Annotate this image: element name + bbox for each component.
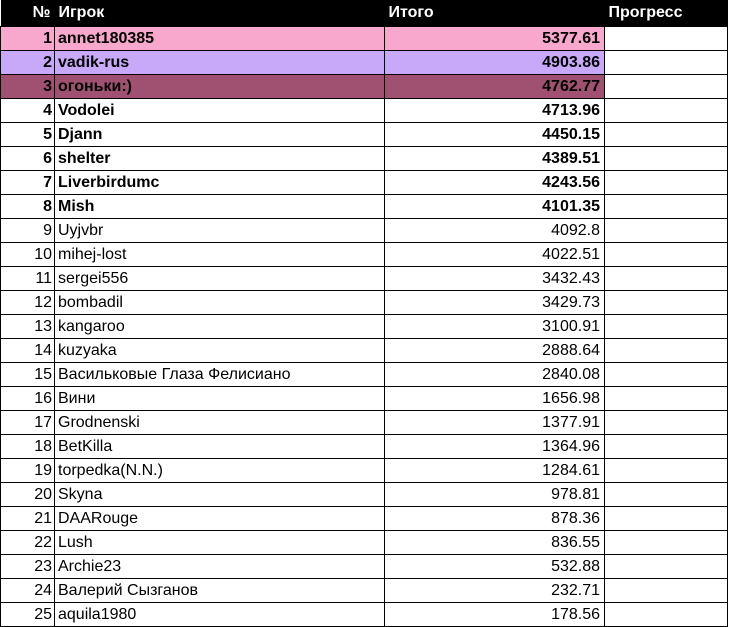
- rank-cell: 19: [1, 459, 55, 483]
- rank-cell: 17: [1, 411, 55, 435]
- total-cell: 4713.96: [385, 99, 605, 123]
- rank-cell: 18: [1, 435, 55, 459]
- player-cell: annet180385: [55, 27, 385, 51]
- table-row: [1, 75, 728, 99]
- table-row: [1, 171, 728, 195]
- progress-cell: [605, 195, 728, 219]
- rank-cell: 5: [1, 123, 55, 147]
- player-cell: Vodolei: [55, 99, 385, 123]
- player-cell: Archie23: [55, 555, 385, 579]
- player-cell: Васильковые Глаза Фелисиано: [55, 363, 385, 387]
- rank-cell: 11: [1, 267, 55, 291]
- table-row: [1, 315, 728, 339]
- table-row: [1, 483, 728, 507]
- total-cell: 232.71: [385, 579, 605, 603]
- progress-cell: [605, 483, 728, 507]
- progress-cell: [605, 531, 728, 555]
- total-cell: 2840.08: [385, 363, 605, 387]
- rank-cell: 1: [1, 27, 55, 51]
- table-row: [1, 435, 728, 459]
- total-cell: 3432.43: [385, 267, 605, 291]
- total-cell: 4101.35: [385, 195, 605, 219]
- player-cell: DAARouge: [55, 507, 385, 531]
- player-cell: shelter: [55, 147, 385, 171]
- player-cell: kuzyaka: [55, 339, 385, 363]
- rank-cell: 24: [1, 579, 55, 603]
- player-cell: vadik-rus: [55, 51, 385, 75]
- progress-cell: [605, 171, 728, 195]
- table-body: [1, 27, 728, 627]
- progress-cell: [605, 219, 728, 243]
- player-cell: sergei556: [55, 267, 385, 291]
- rank-cell: 16: [1, 387, 55, 411]
- progress-cell: [605, 555, 728, 579]
- player-cell: Djann: [55, 123, 385, 147]
- rank-cell: 10: [1, 243, 55, 267]
- table-row: [1, 339, 728, 363]
- total-cell: 5377.61: [385, 27, 605, 51]
- table-row: [1, 363, 728, 387]
- table-row: [1, 267, 728, 291]
- progress-cell: [605, 51, 728, 75]
- rank-cell: 6: [1, 147, 55, 171]
- progress-cell: [605, 123, 728, 147]
- rank-cell: 13: [1, 315, 55, 339]
- total-cell: 1377.91: [385, 411, 605, 435]
- player-cell: torpedka(N.N.): [55, 459, 385, 483]
- progress-cell: [605, 243, 728, 267]
- progress-cell: [605, 315, 728, 339]
- rank-cell: 20: [1, 483, 55, 507]
- header-progress: Прогресс: [605, 0, 728, 27]
- player-cell: Grodnenski: [55, 411, 385, 435]
- progress-cell: [605, 291, 728, 315]
- total-cell: 3100.91: [385, 315, 605, 339]
- progress-cell: [605, 75, 728, 99]
- table-row: [1, 507, 728, 531]
- total-cell: 4092.8: [385, 219, 605, 243]
- progress-cell: [605, 363, 728, 387]
- player-cell: aquila1980: [55, 603, 385, 627]
- table-row: [1, 555, 728, 579]
- progress-cell: [605, 507, 728, 531]
- progress-cell: [605, 459, 728, 483]
- player-cell: bombadil: [55, 291, 385, 315]
- player-cell: Uyjvbr: [55, 219, 385, 243]
- player-cell: Вини: [55, 387, 385, 411]
- player-cell: огоньки:): [55, 75, 385, 99]
- rank-cell: 7: [1, 171, 55, 195]
- player-cell: BetKilla: [55, 435, 385, 459]
- table-row: [1, 531, 728, 555]
- table-row: [1, 603, 728, 627]
- total-cell: 3429.73: [385, 291, 605, 315]
- table-row: [1, 99, 728, 123]
- rank-cell: 12: [1, 291, 55, 315]
- progress-cell: [605, 339, 728, 363]
- table-row: [1, 123, 728, 147]
- rank-cell: 23: [1, 555, 55, 579]
- player-cell: mihej-lost: [55, 243, 385, 267]
- progress-cell: [605, 27, 728, 51]
- progress-cell: [605, 411, 728, 435]
- total-cell: 836.55: [385, 531, 605, 555]
- table-row: [1, 51, 728, 75]
- rank-cell: 15: [1, 363, 55, 387]
- total-cell: 878.36: [385, 507, 605, 531]
- progress-cell: [605, 579, 728, 603]
- total-cell: 978.81: [385, 483, 605, 507]
- table-row: [1, 219, 728, 243]
- total-cell: 1656.98: [385, 387, 605, 411]
- rank-cell: 9: [1, 219, 55, 243]
- player-cell: Lush: [55, 531, 385, 555]
- total-cell: 4022.51: [385, 243, 605, 267]
- table-row: [1, 195, 728, 219]
- table-row: [1, 387, 728, 411]
- total-cell: 4903.86: [385, 51, 605, 75]
- header-row: [1, 0, 728, 27]
- total-cell: 178.56: [385, 603, 605, 627]
- progress-cell: [605, 603, 728, 627]
- table-row: [1, 27, 728, 51]
- player-cell: Liverbirdumc: [55, 171, 385, 195]
- header-player: Игрок: [55, 0, 385, 27]
- rank-cell: 14: [1, 339, 55, 363]
- rank-cell: 3: [1, 75, 55, 99]
- total-cell: 4762.77: [385, 75, 605, 99]
- total-cell: 1364.96: [385, 435, 605, 459]
- total-cell: 2888.64: [385, 339, 605, 363]
- rank-cell: 4: [1, 99, 55, 123]
- header-num: №: [1, 0, 55, 27]
- rank-cell: 22: [1, 531, 55, 555]
- progress-cell: [605, 387, 728, 411]
- table-row: [1, 147, 728, 171]
- total-cell: 532.88: [385, 555, 605, 579]
- total-cell: 1284.61: [385, 459, 605, 483]
- player-cell: Mish: [55, 195, 385, 219]
- total-cell: 4389.51: [385, 147, 605, 171]
- rank-cell: 8: [1, 195, 55, 219]
- table-row: [1, 291, 728, 315]
- table-header: [1, 0, 728, 27]
- player-cell: Валерий Сызганов: [55, 579, 385, 603]
- table-row: [1, 411, 728, 435]
- progress-cell: [605, 147, 728, 171]
- progress-cell: [605, 99, 728, 123]
- table-row: [1, 243, 728, 267]
- total-cell: 4450.15: [385, 123, 605, 147]
- player-cell: kangaroo: [55, 315, 385, 339]
- table-row: [1, 579, 728, 603]
- progress-cell: [605, 435, 728, 459]
- progress-cell: [605, 267, 728, 291]
- rank-cell: 2: [1, 51, 55, 75]
- rank-cell: 25: [1, 603, 55, 627]
- table-row: [1, 459, 728, 483]
- rank-cell: 21: [1, 507, 55, 531]
- player-cell: Skyna: [55, 483, 385, 507]
- total-cell: 4243.56: [385, 171, 605, 195]
- header-total: Итого: [385, 0, 605, 27]
